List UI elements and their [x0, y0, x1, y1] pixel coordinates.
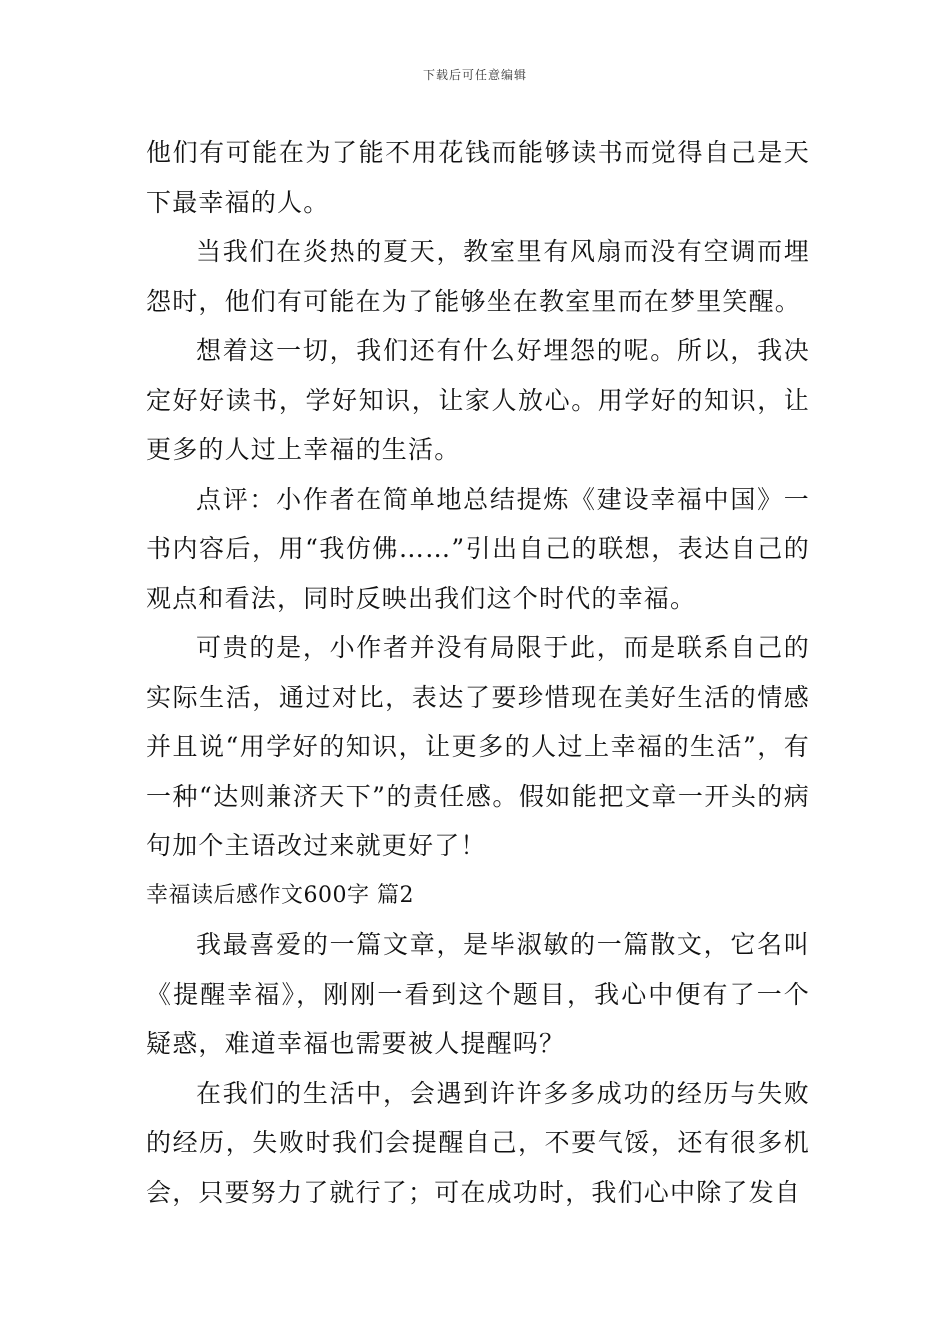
paragraph-3: 想着这一切，我们还有什么好埋怨的呢。所以，我决定好好读书，学好知识，让家人放心。用学好的知识，让更多的人过上幸福的生活。 — [146, 336, 810, 464]
page-header: 下载后可任意编辑 — [422, 68, 527, 82]
paragraph-1: 他们有可能在为了能不用花钱而能够读书而觉得自己是天下最幸福的人。 — [146, 138, 810, 217]
paragraph-6: 我最喜爱的一篇文章，是毕淑敏的一篇散文，它名叫《提醒幸福》，刚刚一看到这个题目，我心中便有了一个疑惑，难道幸福也需要被人提醒吗？ — [146, 930, 810, 1058]
paragraph-5: 可贵的是，小作者并没有局限于此，而是联系自己的实际生活，通过对比，表达了要珍惜现在美好生活的情感并且说“用学好的知识，让更多的人过上幸福的生活”，有一种“达则兼济天下”的责任感。假如能把文章一开头的病句加个主语改过来就更好了！ — [146, 633, 810, 860]
paragraph-4: 点评：小作者在简单地总结提炼《建设幸福中国》一书内容后，用“我仿佛……”引出自己的联想，表达自己的观点和看法，同时反映出我们这个时代的幸福。 — [146, 484, 810, 613]
document-body — [146, 128, 810, 1217]
paragraph-2: 当我们在炎热的夏天，教室里有风扇而没有空调而埋怨时，他们有可能在为了能够坐在教室里而在梦里笑醒。 — [146, 237, 810, 316]
section-title: 幸福读后感作文600字 篇2 — [146, 882, 414, 908]
paragraph-7: 在我们的生活中，会遇到许许多多成功的经历与失败的经历，失败时我们会提醒自己，不要气馁，还有很多机会，只要努力了就行了；可在成功时，我们心中除了发自 — [146, 1078, 810, 1207]
